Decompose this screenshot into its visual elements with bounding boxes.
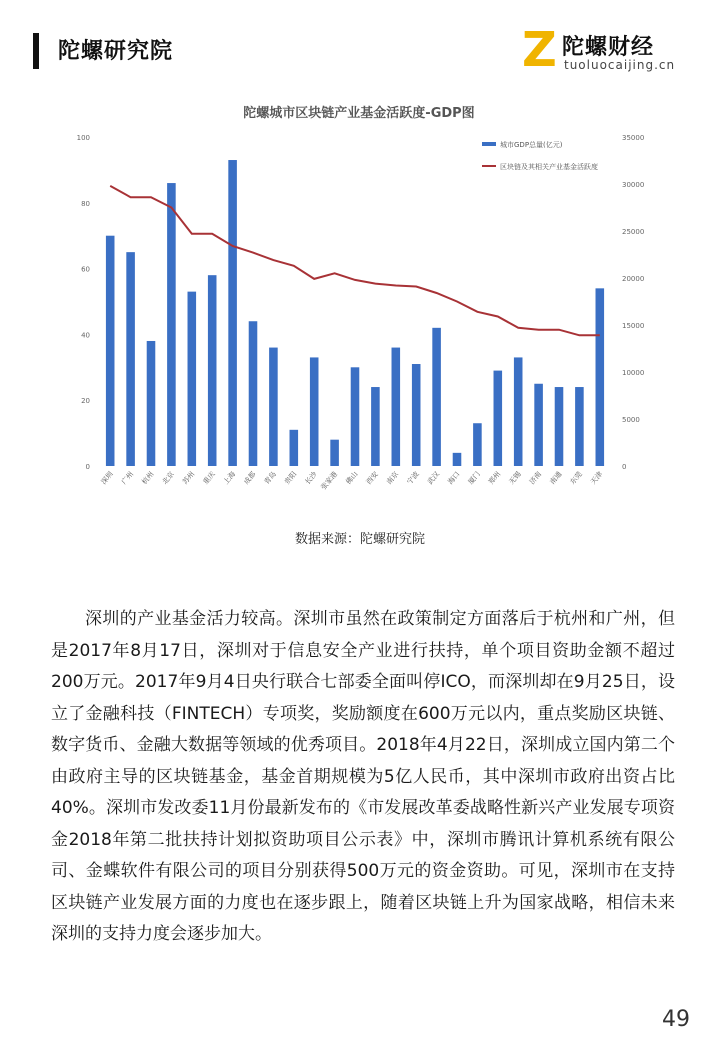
x-tick-label: 郑州: [487, 470, 503, 487]
bar-青岛: [269, 348, 278, 466]
bar-上海: [228, 160, 237, 466]
legend-label-line: 区块链及其相关产业基金活跃度: [500, 163, 598, 171]
logo-url: tuoluocaijing.cn: [564, 58, 676, 72]
x-tick-label: 西安: [364, 470, 380, 487]
x-tick-label: 天津: [589, 470, 605, 487]
x-tick-label: 贵阳: [283, 470, 299, 487]
bar-济南: [534, 384, 543, 466]
y-tick-left: 60: [81, 265, 90, 274]
y-tick-right: 25000: [622, 228, 645, 236]
x-tick-label: 南京: [385, 470, 401, 487]
bar-武汉: [432, 328, 441, 466]
x-tick-label: 杭州: [140, 470, 156, 487]
x-tick-label: 厦门: [466, 470, 482, 487]
x-tick-label: 宁波: [405, 470, 421, 487]
bar-天津: [596, 288, 605, 466]
x-tick-label: 武汉: [426, 470, 442, 487]
logo-name: 陀螺财经: [562, 35, 655, 60]
x-tick-label: 重庆: [201, 470, 217, 487]
x-tick-label: 深圳: [99, 470, 115, 487]
bar-厦门: [473, 423, 482, 466]
brand-logo: [522, 22, 692, 78]
chart-legend: [482, 140, 598, 171]
bar-广州: [126, 252, 135, 466]
series-line-gdp: [110, 186, 600, 335]
x-tick-label: 无锡: [507, 470, 523, 487]
header-accent-bar: [33, 33, 39, 69]
bar-杭州: [147, 341, 156, 466]
bar-南通: [555, 387, 564, 466]
x-tick-label: 上海: [222, 470, 238, 487]
y-tick-right: 5000: [622, 416, 640, 424]
x-tick-label: 北京: [160, 470, 176, 487]
y-tick-left: 40: [81, 331, 90, 340]
bar-北京: [167, 183, 176, 466]
x-tick-label: 广州: [120, 470, 136, 487]
x-tick-label: 苏州: [181, 470, 197, 487]
y-tick-right: 30000: [622, 181, 645, 189]
y-tick-left: 100: [76, 134, 90, 142]
y-tick-right: 10000: [622, 369, 645, 377]
x-tick-label: 济南: [528, 470, 544, 487]
x-tick-label: 张家港: [319, 470, 340, 492]
bar-长沙: [310, 357, 319, 466]
y-tick-right: 15000: [622, 322, 645, 330]
chart-container: [70, 95, 648, 520]
logo-z-icon: Z: [522, 22, 557, 78]
y-tick-right: 20000: [622, 275, 645, 283]
bar-line-chart: [70, 95, 648, 520]
x-tick-label: 青岛: [262, 470, 278, 487]
bar-重庆: [208, 275, 217, 466]
x-tick-label: 长沙: [303, 470, 319, 487]
bar-成都: [249, 321, 258, 466]
header-title: 陀螺研究院: [58, 39, 174, 64]
legend-marker-bar: [482, 142, 496, 146]
bar-无锡: [514, 357, 523, 466]
y-tick-left: 80: [81, 199, 90, 208]
legend-label-bar: 城市GDP总量(亿元): [500, 141, 563, 149]
y-tick-right: 35000: [622, 134, 645, 142]
bar-郑州: [494, 371, 503, 466]
body-paragraph: 深圳的产业基金活力较高。深圳市虽然在政策制定方面落后于杭州和广州，但是2017年8月17日，深圳对于信息安全产业进行扶持，单个项目资助金额不超过200万元。2017年9月4日央行联合七部委全面叫停ICO，而深圳却在9月25日，设立了金融科技（FINTECH）专项奖，奖励额度在600万元以内，重点奖励区块链、数字货币、金融大数据等领域的优秀项目。2018年4月22日，深圳成立国内第二个由政府主导的区块链基金，基金首期规模为5亿人民币，其中深圳市政府出资占比40%。深圳市发改委11月份最新发布的《市发展改革委战略性新兴产业发展专项资金2018年第二批扶持计划拟资助项目公示表》中，深圳市腾讯计算机系统有限公司、金蝶软件有限公司的项目分别获得500万元的资金资助。可见，深圳市在支持区块链产业发展方面的力度也在逐步跟上，随着区块链上升为国家战略，相信未来深圳的支持力度会逐步加大。: [51, 609, 675, 944]
x-tick-label: 海口: [446, 470, 462, 487]
y-tick-right: 0: [622, 463, 627, 471]
bar-张家港: [330, 440, 339, 466]
x-tick-label: 佛山: [344, 470, 360, 487]
bar-佛山: [351, 367, 360, 466]
bar-苏州: [188, 292, 197, 466]
y-tick-left: 20: [81, 397, 90, 406]
x-tick-label: 东莞: [568, 470, 584, 487]
bar-贵阳: [290, 430, 299, 466]
data-source: 数据来源：陀螺研究院: [294, 532, 425, 547]
bar-东莞: [575, 387, 584, 466]
x-tick-label: 南通: [548, 470, 564, 487]
bar-深圳: [106, 236, 115, 466]
chart-title: 陀螺城市区块链产业基金活跃度-GDP图: [243, 106, 475, 121]
bar-南京: [392, 348, 401, 466]
bar-西安: [371, 387, 380, 466]
page-number: 49: [662, 1007, 690, 1032]
bar-海口: [453, 453, 462, 466]
y-tick-left: 0: [85, 463, 90, 471]
x-tick-label: 成都: [242, 470, 258, 487]
bar-宁波: [412, 364, 421, 466]
